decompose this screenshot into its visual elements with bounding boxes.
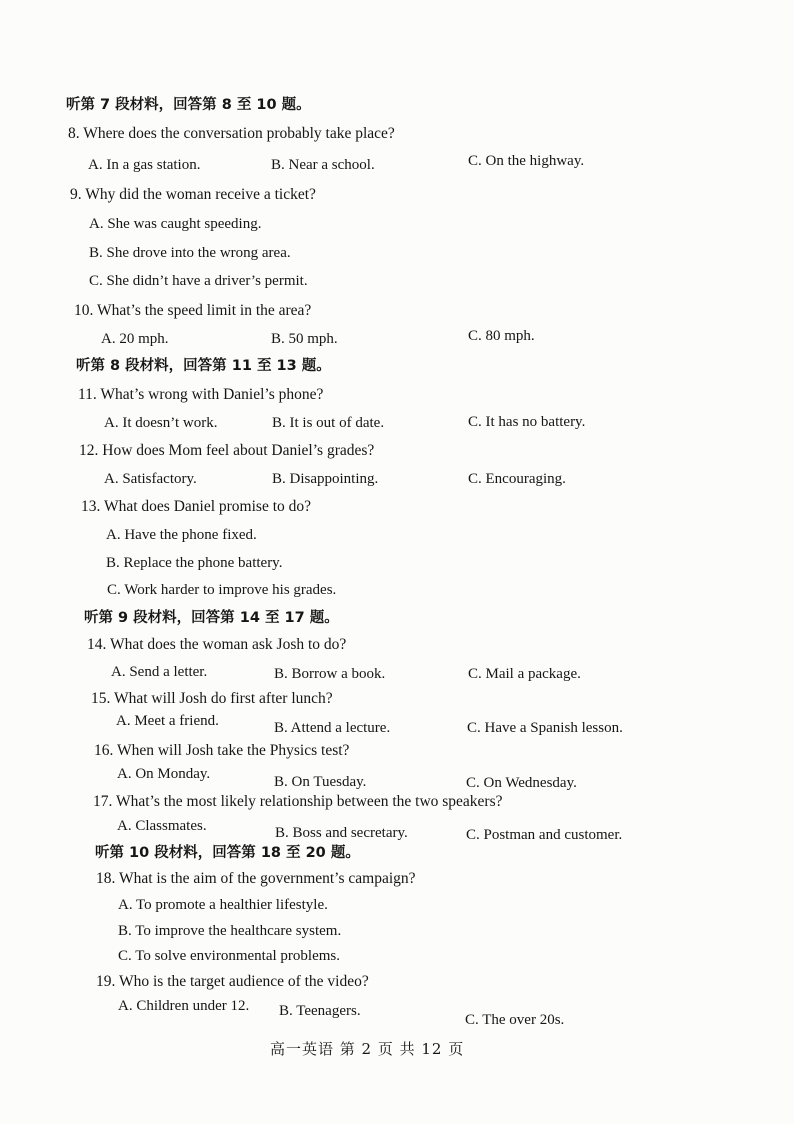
option-c: C. She didn’t have a driver’s permit. [89,273,308,289]
option-b: B. Teenagers. [279,1003,361,1019]
option-c: C. 80 mph. [468,328,535,344]
option-a: A. Send a letter. [111,664,208,680]
page-footer: 高一英语 第 2 页 共 12 页 [270,1040,465,1058]
option-c: C. Postman and customer. [466,827,623,843]
option-c: C. Work harder to improve his grades. [107,582,337,598]
section-heading: 听第 8 段材料，回答第 11 至 13 题。 [76,358,331,374]
question-text: 8. Where does the conversation probably take place? [68,125,395,142]
option-a: A. Children under 12. [118,998,250,1014]
option-a: A. It doesn’t work. [104,415,218,431]
option-a: A. To promote a healthier lifestyle. [118,897,328,913]
option-b: B. It is out of date. [272,415,385,431]
option-c: C. The over 20s. [465,1012,565,1028]
option-b: B. Boss and secretary. [275,825,408,841]
option-a: A. Meet a friend. [116,713,219,729]
question-text: 16. When will Josh take the Physics test? [94,742,350,759]
option-b: B. Replace the phone battery. [106,555,283,571]
question-text: 9. Why did the woman receive a ticket? [70,186,316,203]
option-a: A. Satisfactory. [104,471,197,487]
option-a: A. She was caught speeding. [89,216,262,232]
option-a: A. On Monday. [117,766,211,782]
question-text: 10. What’s the speed limit in the area? [74,302,312,319]
section-heading: 听第 10 段材料，回答第 18 至 20 题。 [95,845,360,861]
option-c: C. To solve environmental problems. [118,948,340,964]
question-text: 13. What does Daniel promise to do? [81,498,312,515]
option-a: A. In a gas station. [88,157,201,173]
option-b: B. On Tuesday. [274,774,367,790]
option-c: C. On Wednesday. [466,775,577,791]
section-heading: 听第 9 段材料，回答第 14 至 17 题。 [84,610,339,626]
option-b: B. To improve the healthcare system. [118,923,342,939]
option-b: B. She drove into the wrong area. [89,245,291,261]
option-c: C. On the highway. [468,153,585,169]
option-c: C. Mail a package. [468,666,581,682]
option-c: C. It has no battery. [468,414,586,430]
option-b: B. Near a school. [271,157,375,173]
question-text: 18. What is the aim of the government’s campaign? [96,870,416,887]
option-c: C. Have a Spanish lesson. [467,720,623,736]
question-text: 17. What’s the most likely relationship between the two speakers? [93,793,503,810]
option-a: A. Classmates. [117,818,207,834]
question-text: 15. What will Josh do first after lunch? [91,690,333,707]
option-c: C. Encouraging. [468,471,566,487]
section-heading: 听第 7 段材料，回答第 8 至 10 题。 [66,97,311,113]
option-b: B. 50 mph. [271,331,338,347]
question-text: 11. What’s wrong with Daniel’s phone? [78,386,324,403]
option-b: B. Disappointing. [272,471,379,487]
option-b: B. Borrow a book. [274,666,386,682]
option-b: B. Attend a lecture. [274,720,391,736]
option-a: A. 20 mph. [101,331,169,347]
option-a: A. Have the phone fixed. [106,527,257,543]
question-text: 19. Who is the target audience of the video? [96,973,369,990]
question-text: 12. How does Mom feel about Daniel’s grades? [79,442,375,459]
question-text: 14. What does the woman ask Josh to do? [87,636,347,653]
